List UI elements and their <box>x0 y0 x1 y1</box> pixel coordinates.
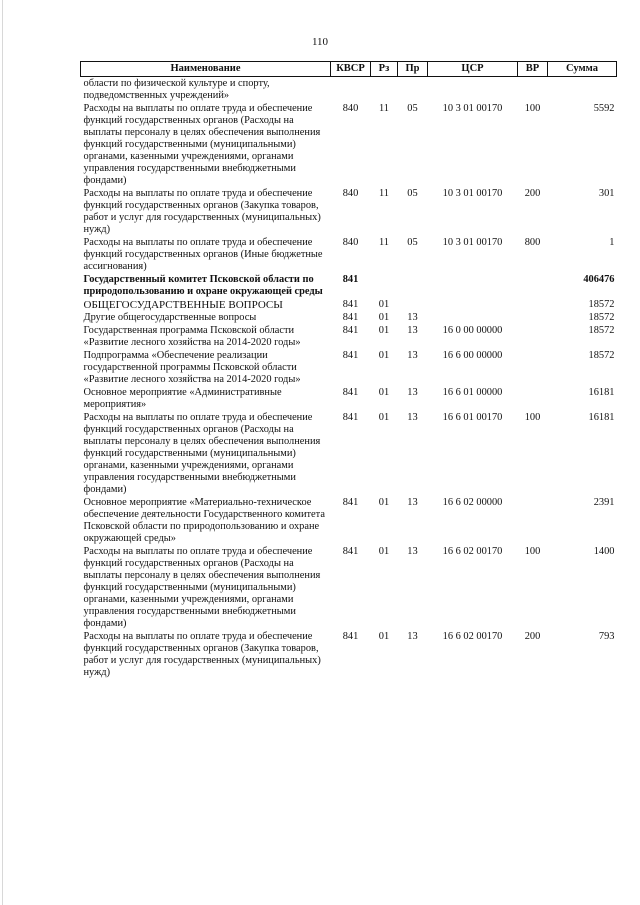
table-row <box>81 349 617 386</box>
cell-csr <box>428 311 518 324</box>
cell-kvsr: 841 <box>342 299 359 310</box>
cell-csr: 10 3 01 00170 <box>442 188 503 199</box>
cell-rz: 01 <box>378 350 390 361</box>
budget-table <box>80 61 617 679</box>
cell-csr: 16 6 02 00000 <box>442 497 503 508</box>
cell-sum: 18572 <box>588 312 615 323</box>
header-name: Наименование <box>81 62 331 77</box>
table-body <box>81 77 617 680</box>
cell-rz: 11 <box>378 103 389 114</box>
cell-kvsr: 840 <box>342 237 359 248</box>
cell-pr <box>398 298 428 311</box>
cell-kvsr <box>331 77 371 103</box>
cell-kvsr: 841 <box>342 325 359 336</box>
cell-rz: 11 <box>378 237 389 248</box>
cell-rz: 01 <box>378 387 390 398</box>
cell-csr <box>428 77 518 103</box>
table-row <box>81 77 617 103</box>
cell-kvsr: 841 <box>342 497 359 508</box>
cell-kvsr: 841 <box>342 312 359 323</box>
cell-sum: 5592 <box>593 103 615 114</box>
table-row <box>81 545 617 630</box>
cell-pr: 05 <box>407 188 418 199</box>
cell-csr <box>428 273 518 298</box>
cell-rz <box>371 273 398 298</box>
table-row <box>81 236 617 273</box>
cell-name: Расходы на выплаты по оплате труда и обеспечение функций государственных органов (Расходы на выплаты персоналу в целях обеспечения выполнения функций государственными (муниципальными) органами, казенными учреждениями, органами управления государственными внебюджетными фондами) <box>83 103 321 186</box>
cell-csr: 10 3 01 00170 <box>442 237 503 248</box>
cell-kvsr: 840 <box>342 188 359 199</box>
header-vr: ВР <box>518 62 548 77</box>
cell-pr: 13 <box>407 312 418 323</box>
cell-pr: 05 <box>407 237 418 248</box>
cell-sum: 301 <box>598 188 615 199</box>
cell-sum: 1400 <box>593 546 615 557</box>
cell-name: области по физической культуре и спорту, подведомственных учреждений» <box>83 78 270 101</box>
cell-name: Подпрограмма «Обеспечение реализации государственной программы Псковской области «Развитие лесного хозяйства на 2014-2020 годы» <box>83 350 301 385</box>
cell-vr: 100 <box>524 546 541 557</box>
cell-csr: 16 6 01 00000 <box>442 387 503 398</box>
table-row <box>81 386 617 411</box>
cell-pr: 13 <box>407 387 418 398</box>
cell-vr <box>518 349 548 386</box>
cell-name: Расходы на выплаты по оплате труда и обеспечение функций государственных органов (Закупка товаров, работ и услуг для государственных (муниципальных) нужд) <box>83 188 321 235</box>
cell-rz: 11 <box>378 188 389 199</box>
cell-rz: 01 <box>378 412 390 423</box>
cell-rz <box>371 77 398 103</box>
cell-kvsr: 841 <box>342 546 359 557</box>
cell-sum: 793 <box>598 631 615 642</box>
cell-vr <box>518 324 548 349</box>
cell-sum <box>548 77 617 103</box>
cell-pr: 13 <box>407 350 418 361</box>
cell-kvsr: 841 <box>342 350 359 361</box>
cell-vr <box>518 386 548 411</box>
cell-vr <box>518 273 548 298</box>
cell-sum: 16181 <box>588 412 615 423</box>
cell-rz: 01 <box>378 497 390 508</box>
cell-name: Основное мероприятие «Административные мероприятия» <box>83 387 282 410</box>
header-row <box>81 62 617 77</box>
cell-vr <box>518 496 548 545</box>
table-row <box>81 496 617 545</box>
cell-vr: 100 <box>524 412 541 423</box>
cell-name: Основное мероприятие «Материально-техническое обеспечение деятельности Государственного комитета Псковской области по природопользованию и охране окружающей среды» <box>83 497 325 544</box>
cell-vr <box>518 77 548 103</box>
cell-name: Расходы на выплаты по оплате труда и обеспечение функций государственных органов (Расходы на выплаты персоналу в целях обеспечения выполнения функций государственными (муниципальными) органами, казенными учреждениями, органами управления государственными внебюджетными фондами) <box>83 412 321 495</box>
table-row <box>81 630 617 679</box>
cell-kvsr: 841 <box>342 387 359 398</box>
cell-csr: 16 6 01 00170 <box>442 412 503 423</box>
table-row <box>81 102 617 187</box>
cell-pr: 13 <box>407 497 418 508</box>
cell-pr <box>398 77 428 103</box>
cell-name: Расходы на выплаты по оплате труда и обеспечение функций государственных органов (Расходы на выплаты персоналу в целях обеспечения выполнения функций государственными (муниципальными) органами, казенными учреждениями, органами управления государственными внебюджетными фондами) <box>83 546 321 629</box>
page-number: 110 <box>311 36 329 48</box>
header-sum: Сумма <box>548 62 617 77</box>
header-pr: Пр <box>398 62 428 77</box>
cell-name: Государственный комитет Псковской области по природопользованию и охране окружающей среды <box>83 274 323 297</box>
cell-csr: 16 6 02 00170 <box>442 546 503 557</box>
cell-kvsr: 841 <box>342 274 359 285</box>
budget-table-container <box>80 61 616 679</box>
cell-rz: 01 <box>378 312 390 323</box>
cell-sum: 406476 <box>583 274 615 285</box>
scan-edge <box>2 0 3 905</box>
cell-rz: 01 <box>378 546 390 557</box>
table-row <box>81 311 617 324</box>
cell-sum: 18572 <box>588 299 615 310</box>
cell-rz: 01 <box>378 299 390 310</box>
cell-vr: 800 <box>524 237 541 248</box>
cell-csr: 16 6 00 00000 <box>442 350 503 361</box>
header-csr: ЦСР <box>428 62 518 77</box>
table-row <box>81 298 617 311</box>
cell-pr: 13 <box>407 546 418 557</box>
cell-rz: 01 <box>378 325 390 336</box>
table-row <box>81 273 617 298</box>
cell-sum: 18572 <box>588 325 615 336</box>
table-row <box>81 187 617 236</box>
cell-pr: 13 <box>407 631 418 642</box>
cell-name: ОБЩЕГОСУДАРСТВЕННЫЕ ВОПРОСЫ <box>83 299 283 311</box>
table-row <box>81 324 617 349</box>
cell-pr <box>398 273 428 298</box>
cell-kvsr: 841 <box>342 412 359 423</box>
cell-sum: 16181 <box>588 387 615 398</box>
cell-vr: 200 <box>524 631 541 642</box>
cell-pr: 13 <box>407 325 418 336</box>
cell-vr <box>518 311 548 324</box>
cell-rz: 01 <box>378 631 390 642</box>
cell-csr: 16 0 00 00000 <box>442 325 503 336</box>
cell-vr: 200 <box>524 188 541 199</box>
cell-kvsr: 841 <box>342 631 359 642</box>
header-rz: Рз <box>371 62 398 77</box>
cell-vr <box>518 298 548 311</box>
cell-name: Расходы на выплаты по оплате труда и обеспечение функций государственных органов (Закупка товаров, работ и услуг для государственных (муниципальных) нужд) <box>83 631 321 678</box>
table-row <box>81 411 617 496</box>
table-header <box>81 62 617 77</box>
cell-sum: 1 <box>609 237 615 248</box>
cell-csr: 10 3 01 00170 <box>442 103 503 114</box>
cell-csr: 16 6 02 00170 <box>442 631 503 642</box>
cell-pr: 05 <box>407 103 418 114</box>
header-kvsr: КВСР <box>331 62 371 77</box>
cell-name: Другие общегосударственные вопросы <box>83 312 257 323</box>
cell-csr <box>428 298 518 311</box>
cell-sum: 2391 <box>593 497 615 508</box>
cell-sum: 18572 <box>588 350 615 361</box>
cell-name: Государственная программа Псковской области «Развитие лесного хозяйства на 2014-2020 годы» <box>83 325 301 348</box>
cell-vr: 100 <box>524 103 541 114</box>
cell-name: Расходы на выплаты по оплате труда и обеспечение функций государственных органов (Иные бюджетные ассигнования) <box>83 237 323 272</box>
cell-kvsr: 840 <box>342 103 359 114</box>
cell-pr: 13 <box>407 412 418 423</box>
